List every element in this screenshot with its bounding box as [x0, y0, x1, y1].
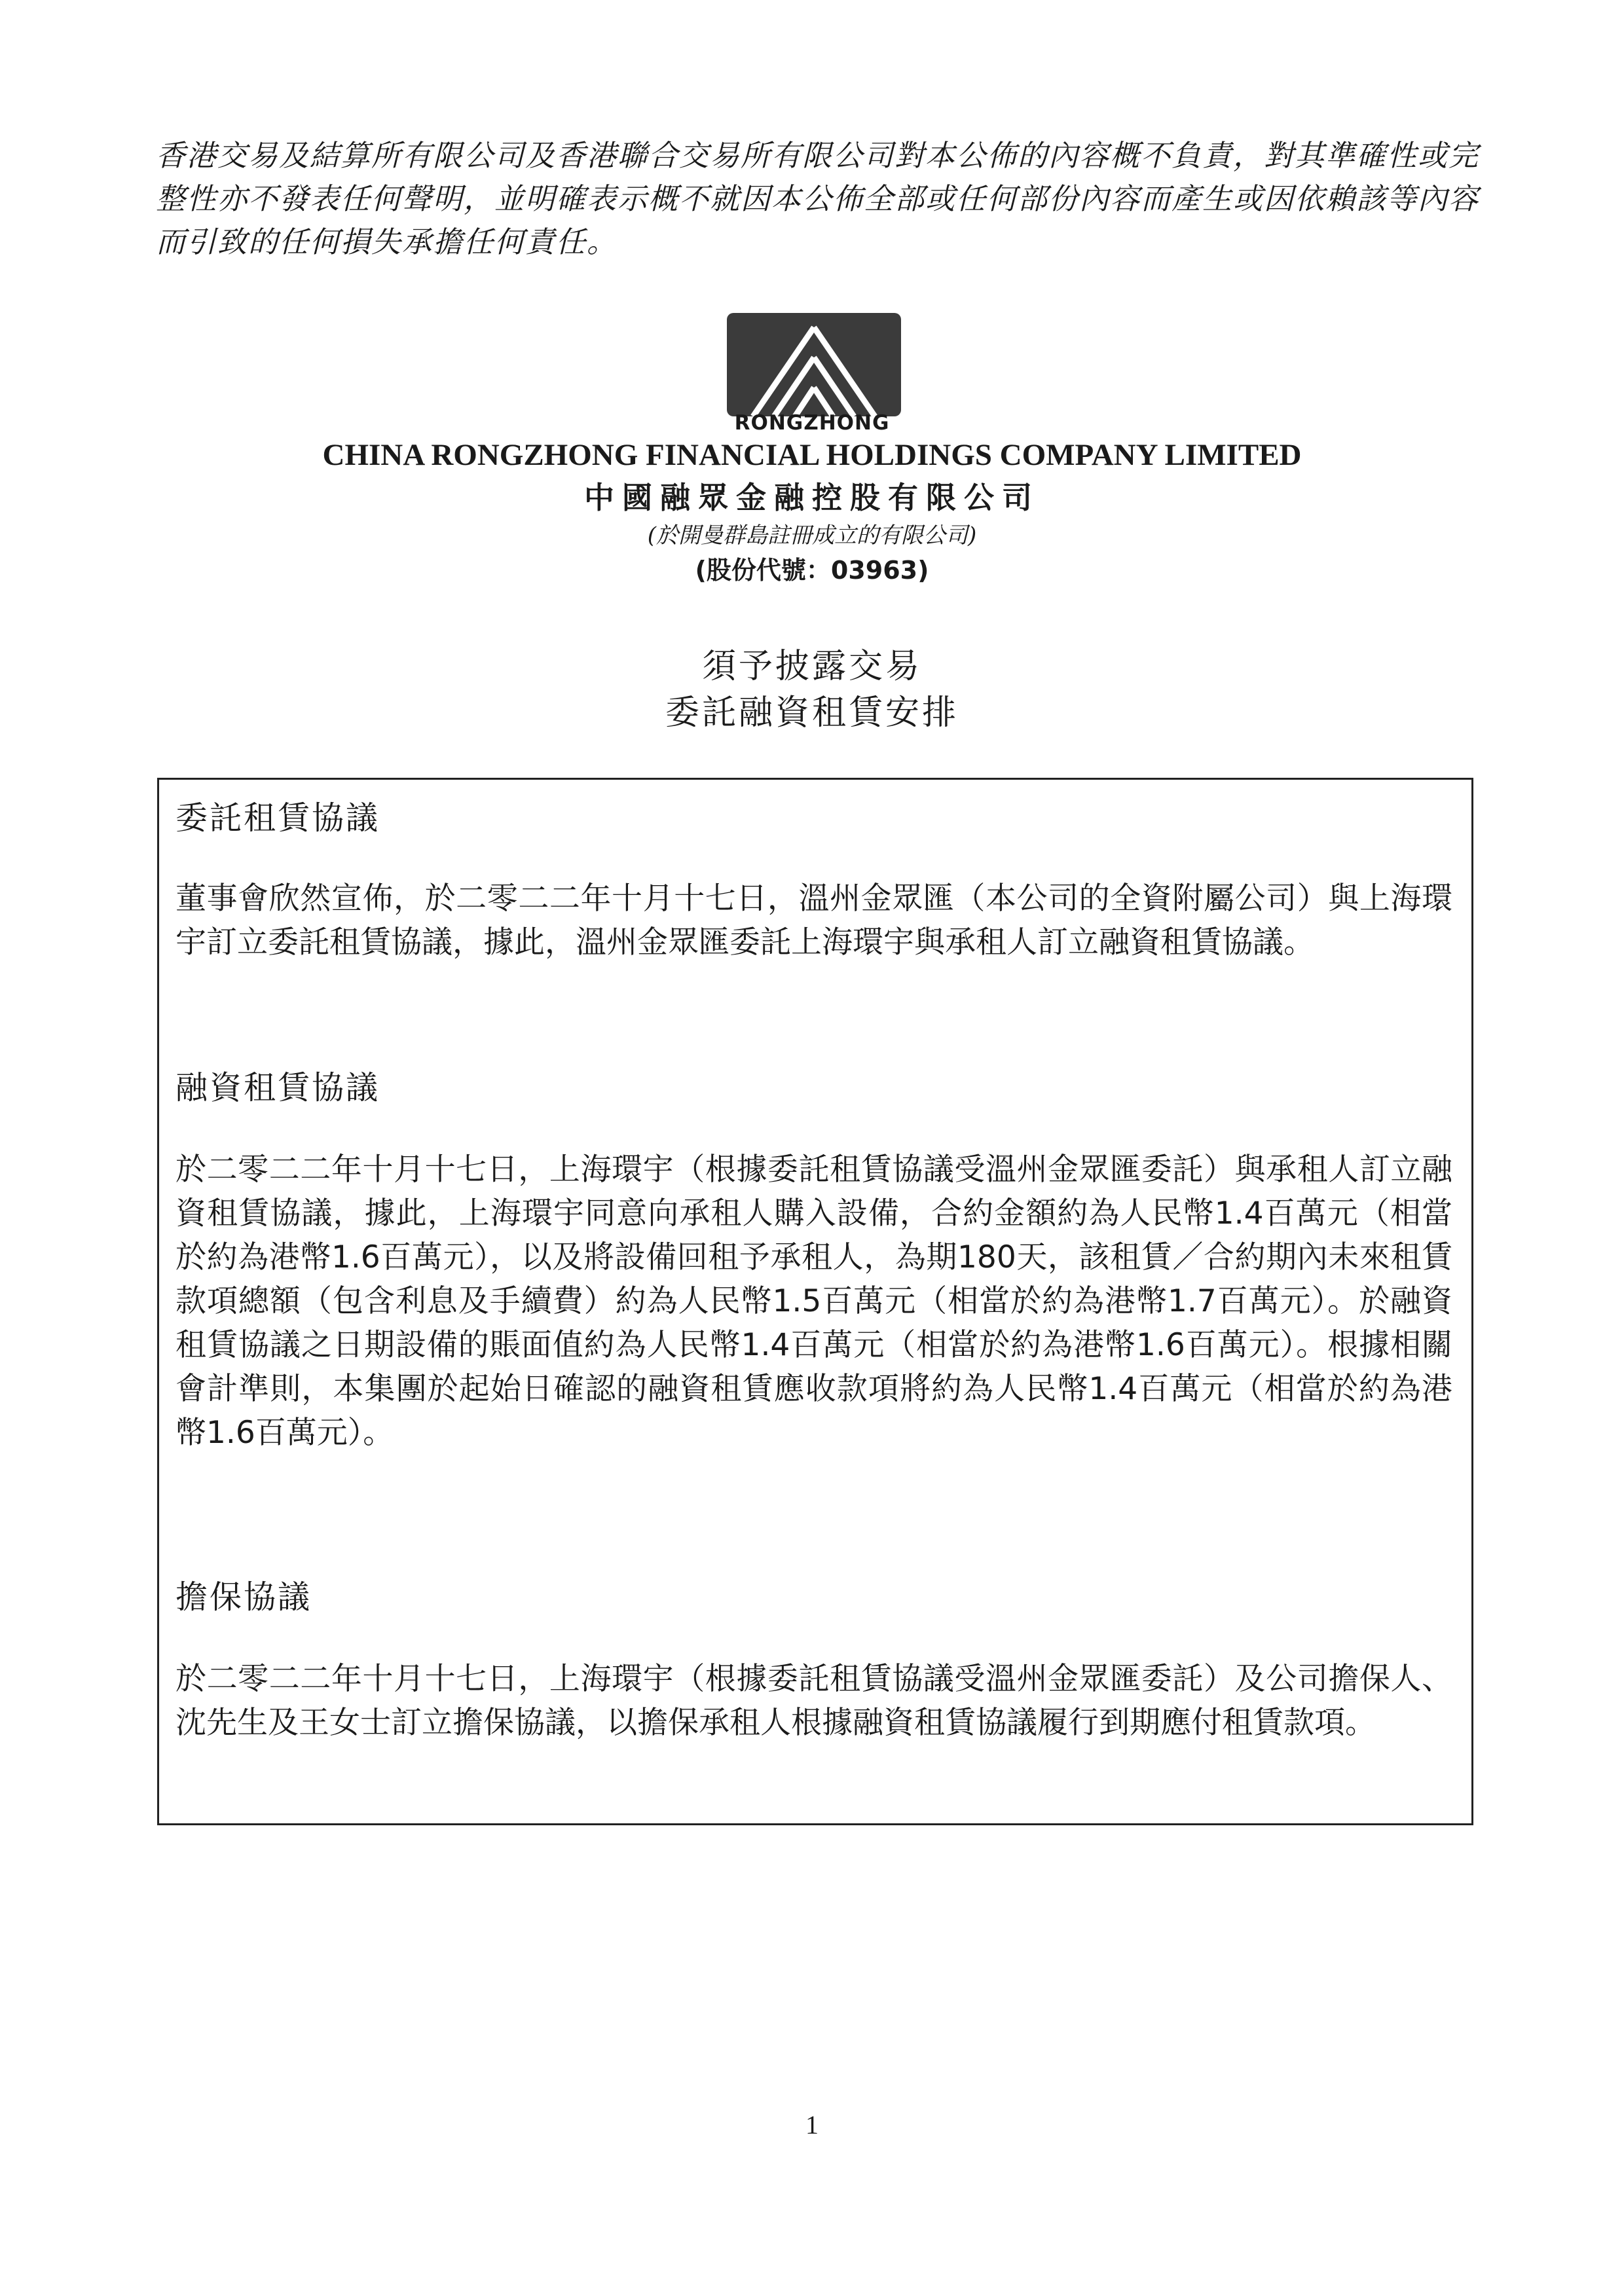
page-number: 1 [805, 2110, 819, 2140]
section-paragraph-guarantee: 於二零二二年十月十七日，上海環宇（根據委託租賃協議受溫州金眾匯委託）及公司擔保人、沈先生及王女士訂立擔保協議，以擔保承租人根據融資租賃協議履行到期應付租賃款項。 [175, 1661, 1452, 1741]
company-name-en: CHINA RONGZHONG FINANCIAL HOLDINGS COMPANY LIMITED [322, 438, 1302, 472]
rongzhong-logo-icon [727, 313, 901, 416]
stock-code: (股份代號：03963) [695, 556, 929, 585]
section-heading-finance-lease: 融資租賃協議 [175, 1069, 380, 1106]
section-heading-guarantee: 擔保協議 [175, 1578, 312, 1616]
announcement-title-line-1: 須予披露交易 [701, 647, 922, 686]
company-name-zh: 中國融眾金融控股有限公司 [584, 480, 1040, 515]
disclaimer-text: 香港交易及結算所有限公司及香港聯合交易所有限公司對本公佈的內容概不負責，對其準確性或完整性亦不發表任何聲明，並明確表示概不就因本公佈全部或任何部份內容而產生或因依賴該等內容而引致的任何損失承擔任何責任。 [156, 138, 1480, 259]
incorporation-note: (於開曼群島註冊成立的有限公司) [647, 522, 977, 549]
announcement-title-line-2: 委託融資租賃安排 [665, 693, 959, 733]
section-paragraph-entrusted-lease: 董事會欣然宣佈，於二零二二年十月十七日，溫州金眾匯（本公司的全資附屬公司）與上海環宇訂立委託租賃協議，據此，溫州金眾匯委託上海環宇與承租人訂立融資租賃協議。 [175, 881, 1452, 960]
summary-box [157, 778, 1473, 1825]
section-heading-entrusted-lease: 委託租賃協議 [175, 799, 380, 837]
section-paragraph-finance-lease: 於二零二二年十月十七日，上海環宇（根據委託租賃協議受溫州金眾匯委託）與承租人訂立融資租賃協議，據此，上海環宇同意向承租人購入設備，合約金額約為人民幣1.4百萬元（相當於約為港幣1.6百萬元），以及將設備回租予承租人，為期180天，該租賃／合約期內未來租賃款項總額（包含利息及手續費）約為人民幣1.5百萬元（相當於約為港幣1.7百萬元）。於融資租賃協議之日期設備的賬面值約為人民幣1.4百萬元（相當於約為港幣1.6百萬元）。根據相關會計準則，本集團於起始日確認的融資租賃應收款項將約為人民幣1.4百萬元（相當於約為港幣1.6百萬元）。 [175, 1152, 1452, 1451]
logo-wordmark: RONGZHONG [734, 411, 890, 435]
